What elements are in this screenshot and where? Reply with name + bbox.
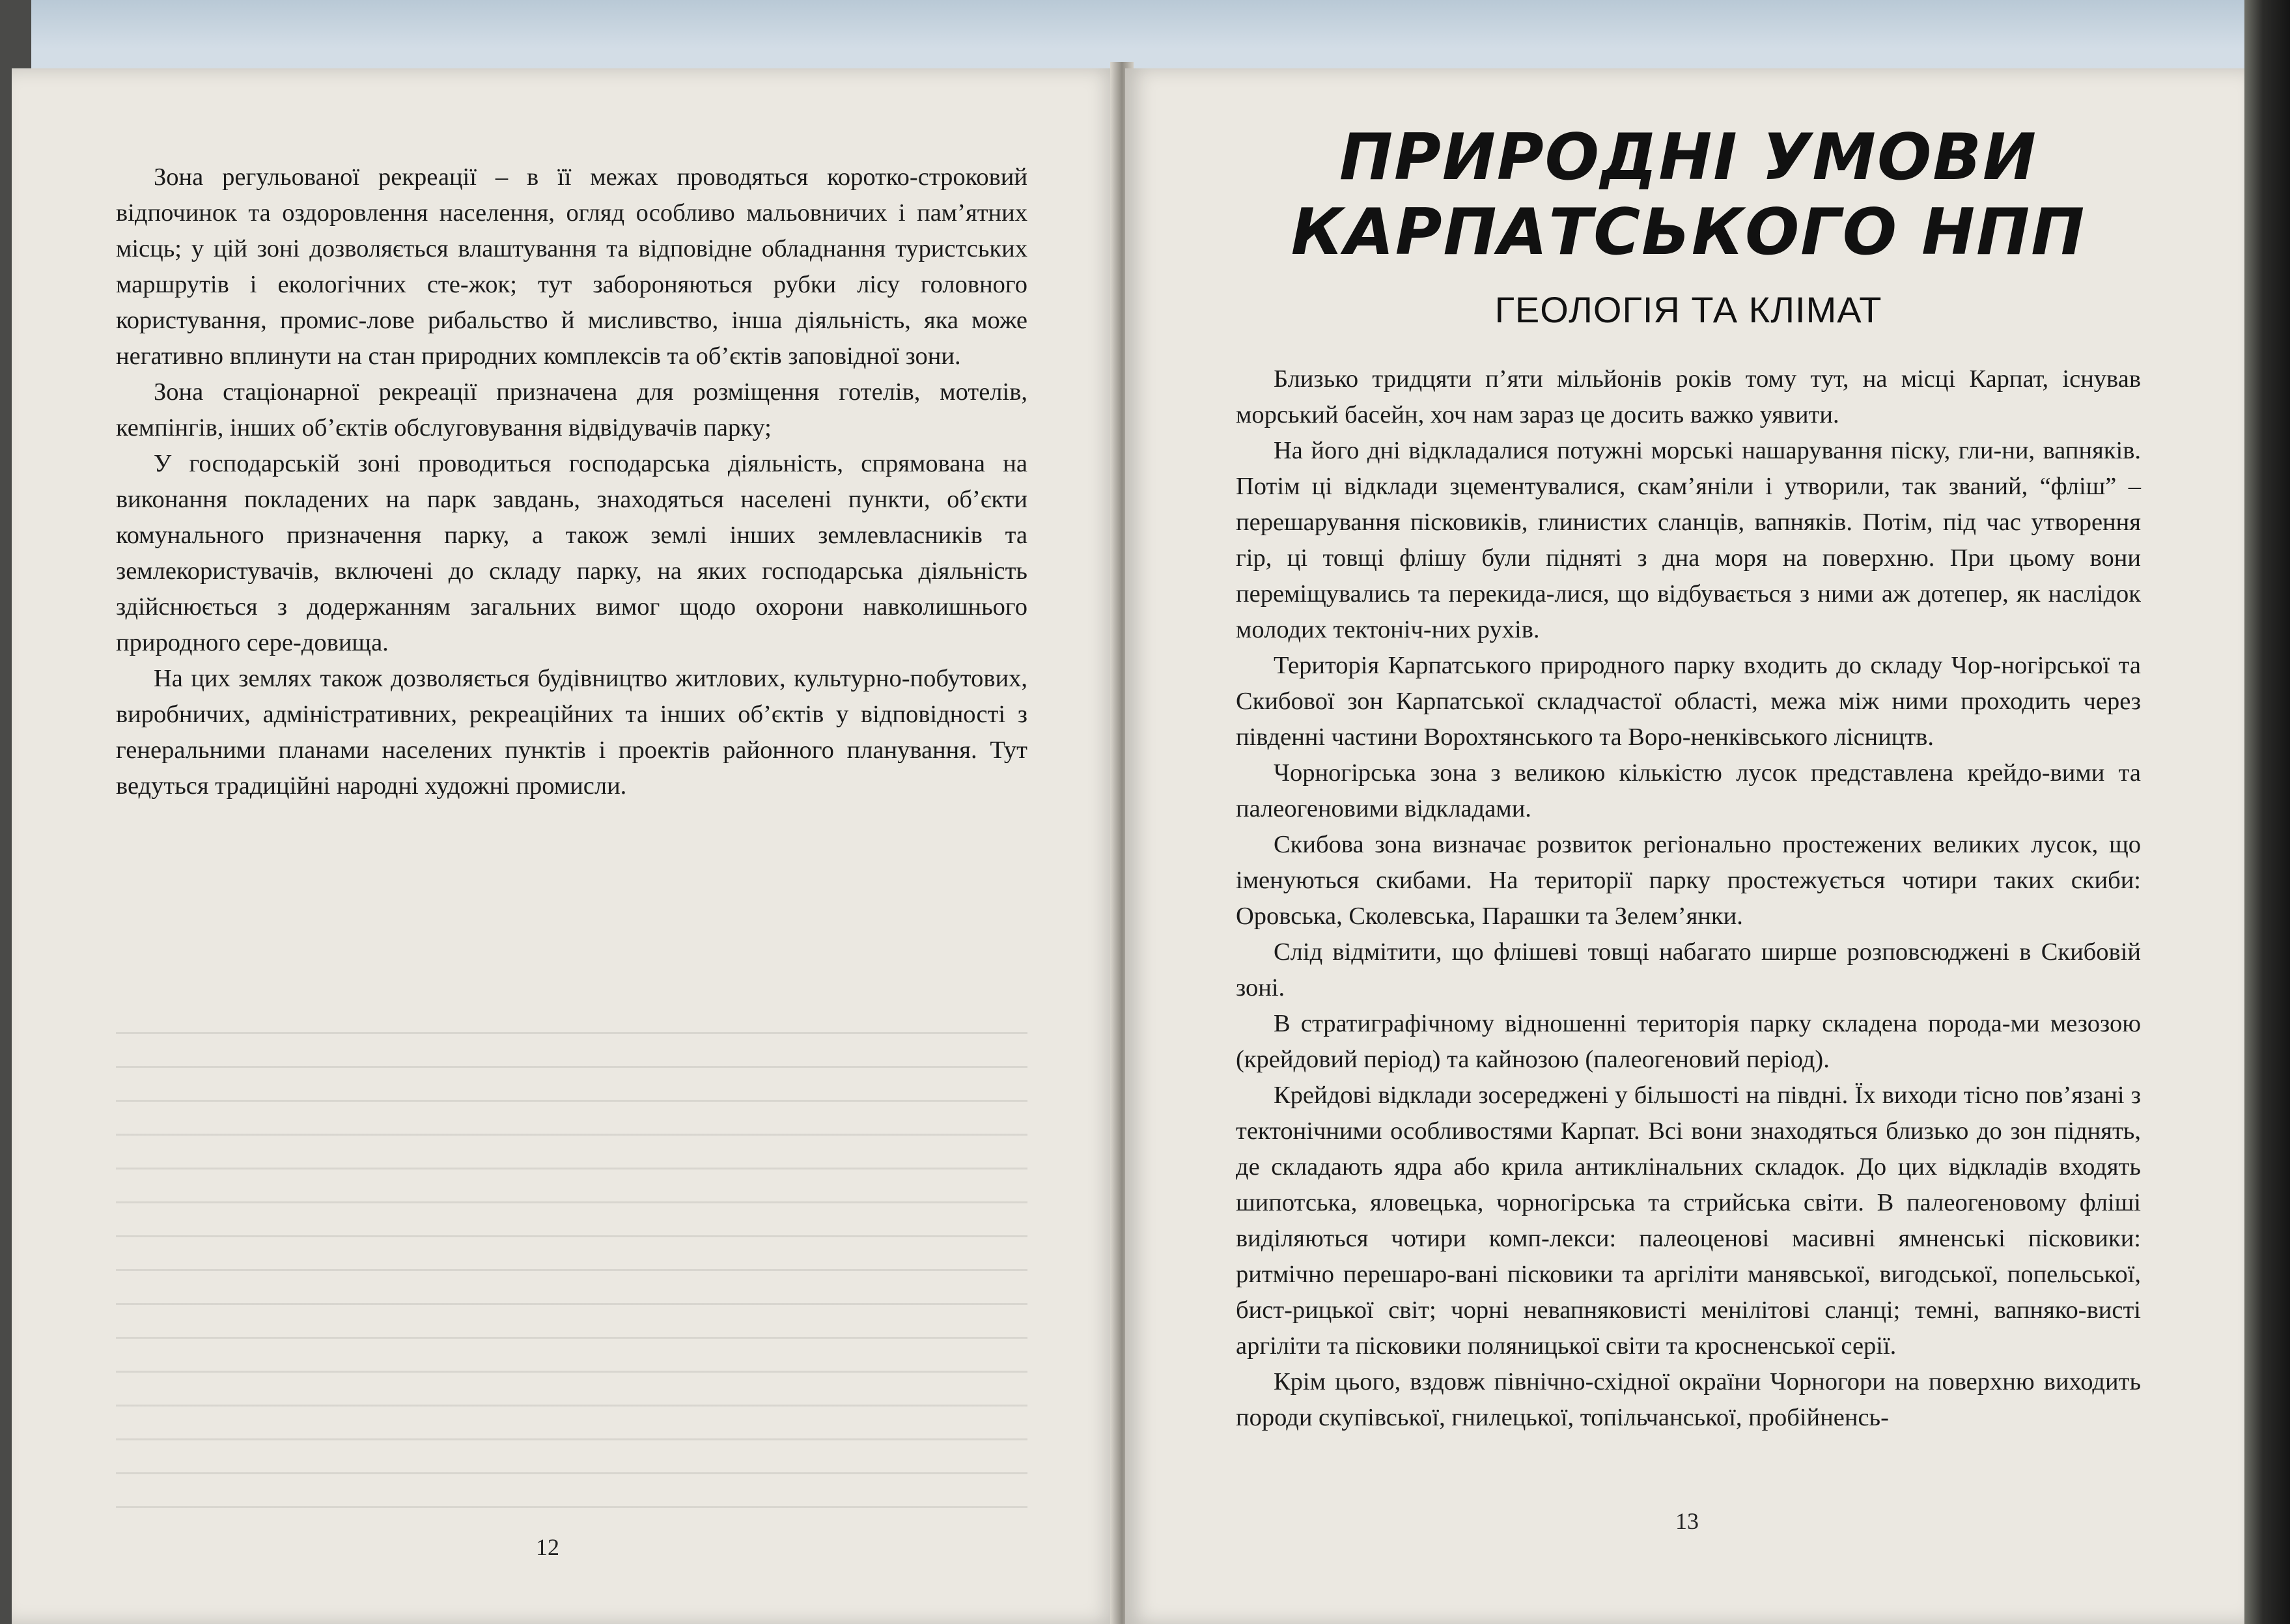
left-page-body [116, 160, 1027, 804]
chapter-title [1236, 120, 2141, 270]
right-page-body [1236, 361, 2141, 1436]
paragraph: Чорногірська зона з великою кількістю лусок представлена крейдо-вими та палеогеновими відкладами. [1236, 759, 2141, 822]
scan-background-right [2244, 0, 2290, 1624]
chapter-title-line: КАРПАТСЬКОГО НПП [1291, 195, 2086, 270]
paragraph: Крейдові відклади зосереджені у більшості на півдні. Їх виходи тісно пов’язані з тектонічними особливостями Карпат. Всі вони знаходяться близько до зон піднять, де складають ядра або крила антиклінальних складок. До цих відкладів входять шипотська, яловецька, чорногірська та стрийська світи. В палеогеновому фліші виділяються чотири комп-лекси: палеоценові масивні ямненські пісковики: ритмічно перешаро-вані пісковики та аргіліти манявської, вигодської, попельської, бист-рицької світ; чорні невапняковисті менілітові сланці; темні, вапняко-висті аргіліти та пісковики поляницької світи та кросненської серії. [1236, 1082, 2141, 1360]
paragraph: В стратиграфічному відношенні територія парку складена порода-ми мезозою (крейдовий період) та кайнозою (палеогеновий період). [1236, 1010, 2141, 1073]
bleed-through-texture [116, 1032, 1027, 1527]
paragraph: Скибова зона визначає розвиток регіонально простежених великих лусок, що іменуються скибами. На території парку простежується чотири таких скиби: Оровська, Сколевська, Парашки та Зелем’янки. [1236, 831, 2141, 930]
paragraph: На його дні відкладалися потужні морські нашарування піску, гли-ни, вапняків. Потім ці відклади зцементувалися, скам’яніли і утворили, так званий, “фліш” – перешарування пісковиків, глинистих сланців, вапняків. Потім, під час утворення гір, ці товщі флішу були підняті з дна моря на поверхню. При цьому вони переміщувались та перекида-лися, що відбувається з ними аж дотепер, як наслідок молодих тектоніч-них рухів. [1236, 437, 2141, 643]
paragraph: Територія Карпатського природного парку входить до складу Чор-ногірської та Скибової зон Карпатської складчастої області, межа між ними проходить через південні частини Ворохтянського та Воро-ненківського лісництв. [1236, 652, 2141, 751]
paragraph: На цих землях також дозволяється будівництво житлових, культурно-побутових, виробничих, адміністративних, рекреаційних та інших об’єктів у відповідності з генеральними планами населених пунктів і проектів районного планування. Тут ведуться традиційні народні художні промисли. [116, 665, 1027, 800]
paragraph: Зона регульованої рекреації – в її межах проводяться коротко-строковий відпочинок та оздоровлення населення, огляд особливо мальовничих і пам’ятних місць; у цій зоні дозволяється влаштування та відповідне обладнання туристських маршрутів і екологічних сте-жок; тут забороняються рубки лісу головного користування, промис-лове рибальство й мисливство, інша діяльність, яка може негативно вплинути на стан природних комплексів та об’єктів заповідної зони. [116, 163, 1027, 370]
left-page [12, 68, 1119, 1624]
paragraph: Зона стаціонарної рекреації призначена для розміщення готелів, мотелів, кемпінгів, інших об’єктів обслуговування відвідувачів парку; [116, 378, 1027, 441]
section-heading: ГЕОЛОГІЯ ТА КЛІМАТ [1494, 289, 1882, 330]
chapter-title-line: ПРИРОДНІ УМОВИ [1339, 120, 2037, 195]
paragraph: У господарській зоні проводиться господарська діяльність, спрямована на виконання покладених на парк завдань, знаходяться населені пункти, об’єкти комунального призначення парку, а також землі інших землевласників та землекористувачів, включені до складу парку, на яких господарська діяльність здійснюється з додержанням загальних вимог щодо охорони навколишнього природного сере-довища. [116, 450, 1027, 656]
page-number-right: 13 [1675, 1508, 1699, 1534]
paragraph: Крім цього, вздовж північно-східної окраїни Чорногори на поверхню виходить породи скупівської, гнилецької, топільчанської, пробійненсь- [1236, 1368, 2141, 1431]
right-page [1125, 68, 2245, 1624]
paragraph: Близько тридцяти п’яти мільйонів років тому тут, на місці Карпат, існував морський басейн, хоч нам зараз це досить важко уявити. [1236, 365, 2141, 428]
paragraph: Слід відмітити, що флішеві товщі набагато ширше розповсюджені в Скибовій зоні. [1236, 938, 2141, 1001]
page-number-left: 12 [536, 1534, 559, 1560]
